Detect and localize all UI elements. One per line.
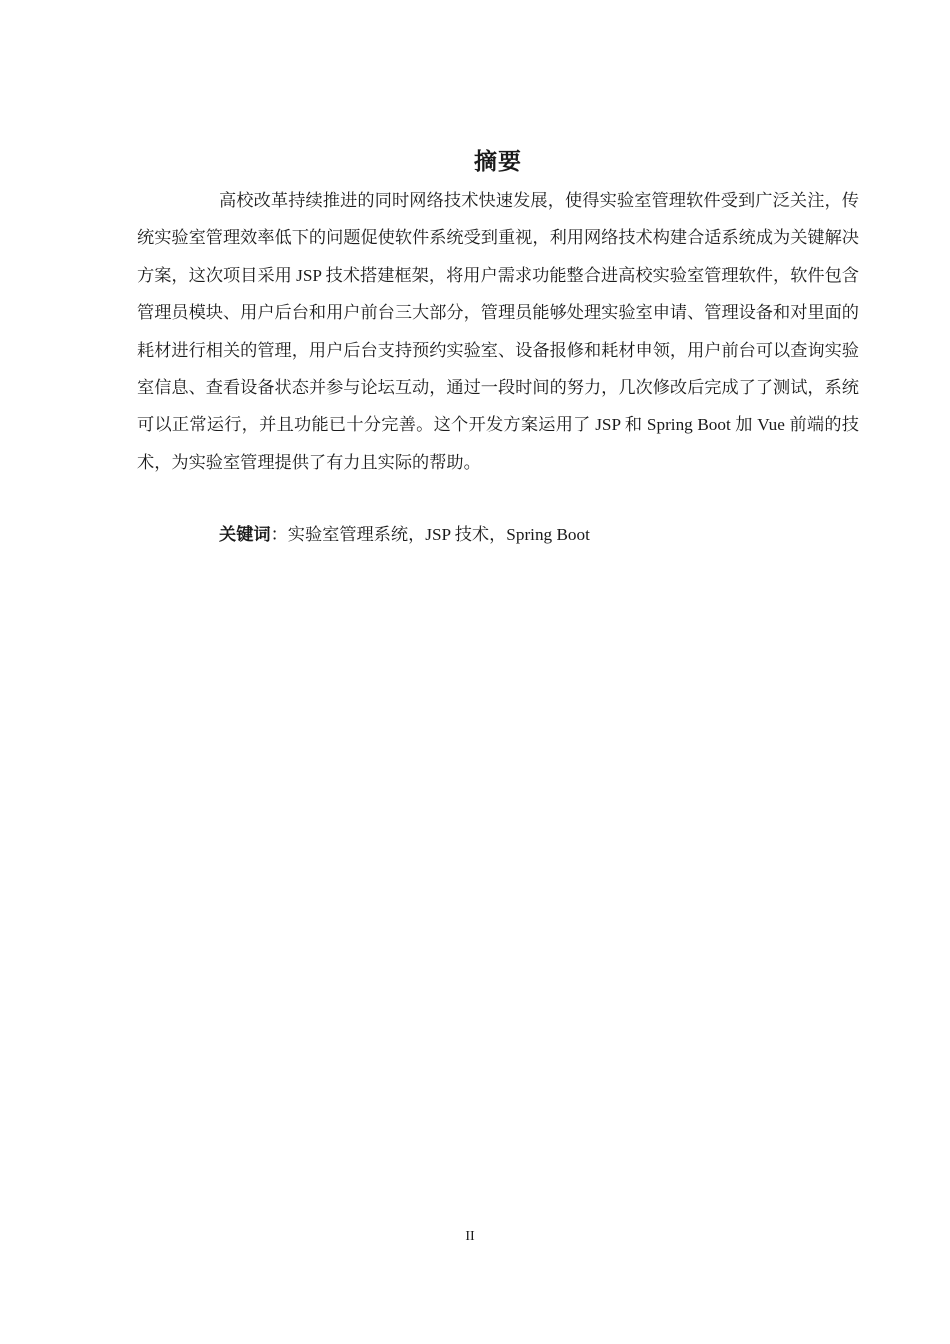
keywords-value: 实验室管理系统，JSP 技术，Spring Boot [287,525,590,544]
keywords-separator: ： [270,525,288,544]
keywords-label: 关键词 [219,525,271,544]
keywords-line [219,516,859,553]
abstract-paragraph: 高校改革持续推进的同时网络技术快速发展，使得实验室管理软件受到广泛关注，传统实验室管理效率低下的问题促使软件系统受到重视，利用网络技术构建合适系统成为关键解决方案，这次项目采用 JSP 技术搭建框架，将用户需求功能整合进高校实验室管理软件，软件包含管理员模块、用户后台和用户前台三大部分，管理员能够处理实验室申请、管理设备和对里面的耗材进行相关的管理，用户后台支持预约实验室、设备报修和耗材申领，用户前台可以查询实验室信息、查看设备状态并参与论坛互动，通过一段时间的努力，几次修改后完成了了测试，系统可以正常运行，并且功能已十分完善。这个开发方案运用了 JSP 和 Spring Boot 加 Vue 前端的技术，为实验室管理提供了有力且实际的帮助。 [137,191,859,472]
page-number: II [465,1229,475,1244]
abstract-title: 摘要 [474,149,522,175]
